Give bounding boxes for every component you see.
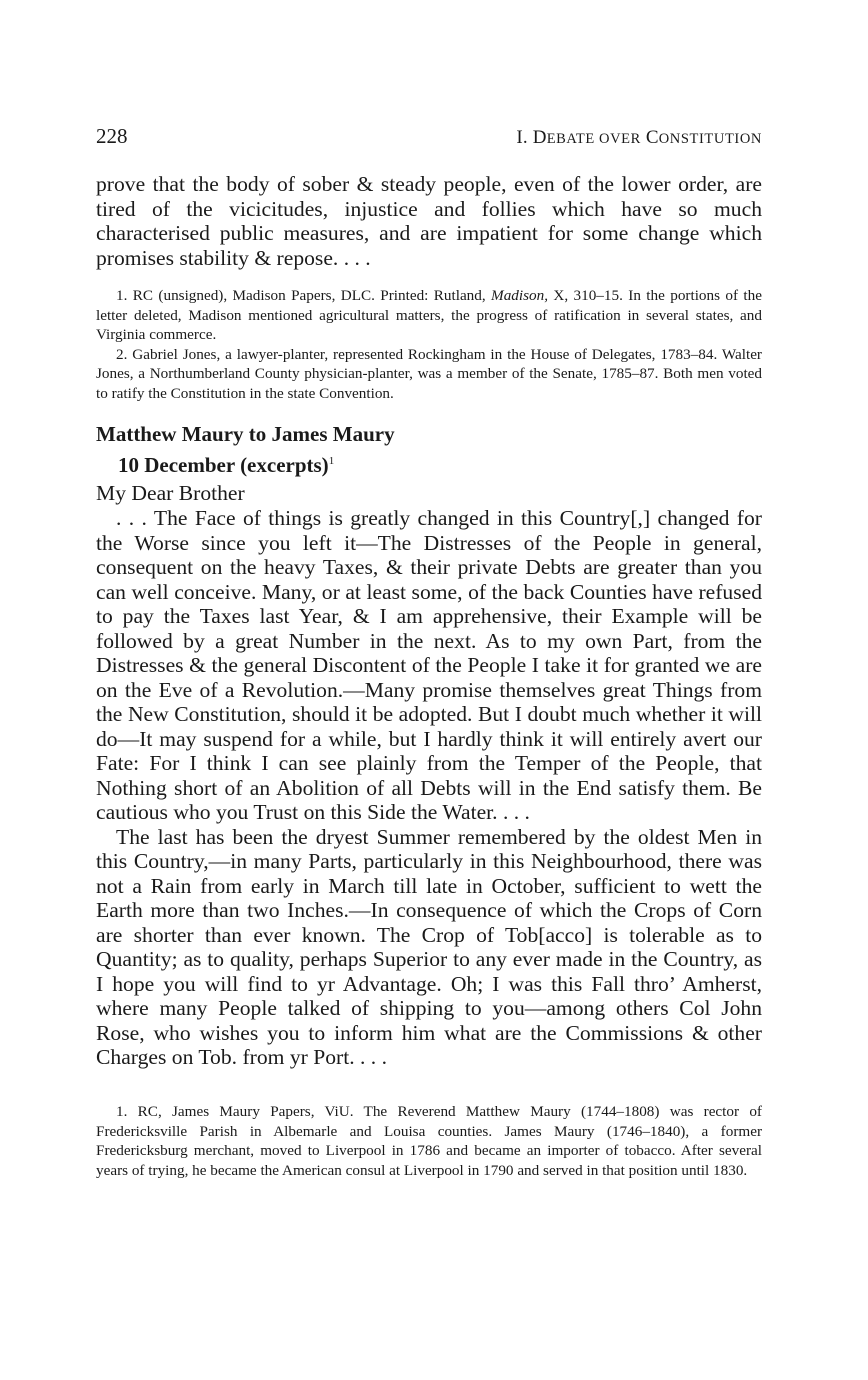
footnote-1 — [96, 286, 762, 345]
title-word1-rest: EBATE OVER — [546, 131, 641, 147]
running-title — [516, 127, 762, 149]
letter-heading — [96, 421, 762, 479]
title-word2-initial: C — [645, 127, 659, 148]
heading-note-ref: 1 — [328, 455, 335, 467]
title-word2-rest: ONSTITUTION — [658, 131, 762, 147]
continuation-text — [96, 172, 762, 270]
footnote-1-text-b: X, 310–15. In the portions of the letter deleted, Madison mentioned agricultural matters, the progress of ratification in several states, and Virginia commerce. — [96, 287, 762, 343]
section-roman: I. — [516, 127, 528, 148]
letter-footnote-1: 1. RC, James Maury Papers, ViU. The Reverend Matthew Maury (1744–1808) was rector of Fredericksville Parish in Albemarle and Louisa counties. James Maury (1746–1840), a former Fredericksburg merchant, moved to Liverpool in 1786 and became an importer of tobacco. After several years of trying, he became the American consul at Liverpool in 1790 and served in that position until 1830. — [96, 1103, 762, 1179]
running-head — [96, 124, 762, 149]
letter-paragraph-2: The last has been the dryest Summer remembered by the oldest Men in this Country,—in many Parts, particularly in this Neighbourhood, there was not a Rain from early in March till late in October, sufficient to wett the Earth more than two Inches.—In consequence of which the Crops of Corn are shorter than ever known. The Crop of Tob[acco] is tolerable as to Quantity; as to quality, perhaps Superior to any ever made in the Country, as I hope you will find to yr Advantage. Oh; I was this Fall thro’ Amherst, where many People talked of shipping to you—among others Col John Rose, who wishes you to inform him what are the Commissions & other Charges on Tob. from yr Port. . . . — [96, 824, 762, 1069]
footnotes-previous-letter — [96, 286, 762, 403]
salutation: My Dear Brother — [96, 481, 245, 505]
letter-heading-line2: 10 December (excerpts) — [118, 453, 329, 477]
page-number: 228 — [96, 124, 128, 148]
letter-heading-line1: Matthew Maury to James Maury — [96, 422, 395, 446]
footnote-1-italic: Madison, — [491, 287, 548, 304]
footnote-1-text-a: 1. RC (unsigned), Madison Papers, DLC. Printed: Rutland, — [116, 287, 492, 304]
letter-paragraph-1: . . . The Face of things is greatly changed in this Country[,] changed for the Worse since you left it—The Distresses of the People in general, consequent on the heavy Taxes, & their private Debts are greater than you can well conceive. Many, or at least some, of the back Counties have refused to pay the Taxes last Year, & I am apprehensive, their Example will be followed by a great Number in the next. As to my own Part, from the Distresses & the general Discontent of the People I take it for granted we are on the Eve of a Revolution.—Many promise themselves great Things from the New Constitution, should it be adopted. But I doubt much whether it will do—It may suspend for a while, but I hardly think it will entirely avert our Fate: For I think I can see plainly from the Temper of the People, that Nothing short of an Abolition of all Debts will in the End satisfy them. Be cautious who you Trust on this Side the Water. . . . — [96, 506, 762, 824]
footnote-2: 2. Gabriel Jones, a lawyer-planter, represented Rockingham in the House of Delegates, 1783–84. Walter Jones, a Northumberland County physician-planter, was a member of the Senate, 1785–87. Both men voted to ratify the Constitution in the state Convention. — [96, 345, 762, 402]
title-word1-initial: D — [532, 127, 547, 148]
continuation-paragraph: prove that the body of sober & steady people, even of the lower order, are tired of the vicicitudes, injustice and follies which have so much characterised public measures, and are impatient for some change which promises stability & repose. . . . — [96, 172, 762, 270]
footnotes-letter — [96, 1102, 762, 1180]
letter-heading-line2-wrap — [96, 448, 762, 479]
letter-body — [96, 506, 762, 1070]
